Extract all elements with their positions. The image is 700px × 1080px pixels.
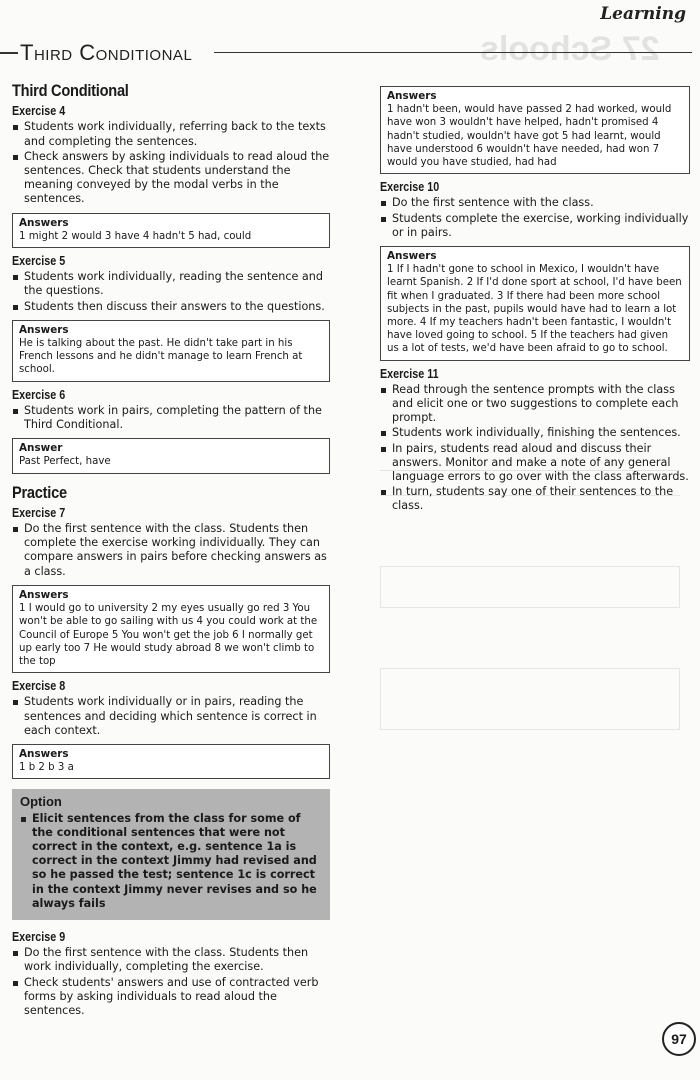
left-column — [12, 82, 330, 1019]
list-item: Students work in pairs, completing the pattern of the Third Conditional. — [12, 404, 330, 432]
show-through-text — [380, 470, 680, 1030]
section-heading-practice: Practice — [12, 482, 67, 502]
answers-label: Answers — [19, 216, 69, 229]
list-item: Students complete the exercise, working individually or in pairs. — [380, 212, 690, 240]
exercise-7-heading: Exercise 7 — [12, 505, 66, 520]
answers-label: Answers — [19, 323, 69, 336]
exercise-8-heading: Exercise 8 — [12, 679, 66, 694]
list-item: Check students' answers and use of contracted verb forms by asking individuals to read aloud the sentences. — [12, 976, 330, 1019]
page-number: 97 — [662, 1022, 696, 1056]
answers-text: 1 b 2 b 3 a — [19, 762, 74, 774]
list-item: Do the first sentence with the class. Students then work individually, completing the exercise. — [12, 946, 330, 974]
list-item: Check answers by asking individuals to read aloud the sentences. Check that students understand the meaning conveyed by the modal verbs in the sentences. — [12, 150, 330, 207]
exercise-5-answers — [12, 320, 330, 382]
option-box — [12, 789, 330, 920]
section-label: Learning — [600, 4, 686, 24]
exercise-7-answers — [12, 585, 330, 673]
option-list — [20, 812, 322, 911]
exercise-4-heading: Exercise 4 — [12, 104, 66, 119]
list-item: Students work individually, referring back to the texts and completing the sentences. — [12, 120, 330, 148]
answers-label: Answers — [387, 90, 437, 102]
answers-text: 1 might 2 would 3 have 4 hadn't 5 had, could — [19, 230, 252, 242]
exercise-9-heading: Exercise 9 — [12, 929, 66, 944]
list-item: Read through the sentence prompts with the class and elicit one or two suggestions to complete each prompt. — [380, 383, 690, 426]
exercise-5-heading: Exercise 5 — [12, 254, 66, 269]
answers-label: Answer — [19, 442, 63, 455]
exercise-10-answers — [380, 246, 690, 361]
list-item: Students work individually, finishing the sentences. — [380, 426, 690, 440]
answers-text: 1 If I hadn't gone to school in Mexico, I wouldn't have learnt Spanish. 2 If I'd done sport at school, I'd have been fit when I graduated. 3 If there had been more school subjects in the past, pupils would have had to learn a lot more. 4 If my teachers hadn't been fantastic, I wouldn't have loved going to school. 5 If the teachers had given us a lot of tests, we'd have been afraid to go to school. — [387, 264, 682, 355]
list-item: Students then discuss their answers to the questions. — [12, 300, 330, 314]
list-item: In turn, students say one of their sentences to the class. — [380, 485, 690, 513]
exercise-6-answers — [12, 438, 330, 473]
answers-label: Answers — [19, 747, 69, 760]
list-item: Do the first sentence with the class. Students then complete the exercise working individually. They can compare answers in pairs before checking answers as a class. — [12, 522, 330, 579]
list-item: Students work individually, reading the sentence and the questions. — [12, 270, 330, 298]
right-column — [380, 82, 690, 515]
exercise-4-answers — [12, 213, 330, 248]
exercise-9-answers — [380, 86, 690, 174]
exercise-5-list — [12, 270, 330, 314]
answers-label: Answers — [19, 588, 69, 601]
exercise-8-list — [12, 695, 330, 738]
exercise-10-list — [380, 196, 690, 240]
title-rule — [214, 52, 692, 53]
exercise-8-answers — [12, 744, 330, 779]
exercise-9-list — [12, 946, 330, 1018]
answers-label: Answers — [387, 250, 437, 263]
exercise-6-heading: Exercise 6 — [12, 387, 66, 402]
answers-text: 1 I would go to university 2 my eyes usually go red 3 You won't be able to go sailing with us 4 you could work at the Council of Europe 5 You won't get the job 6 I normally get up early too 7 He would study abroad 8 we won't climb to the top — [19, 603, 318, 667]
exercise-11-list — [380, 383, 690, 514]
list-item: In pairs, students read aloud and discuss their answers. Monitor and make a note of any general language errors to go over with the class afterwards. — [380, 442, 690, 485]
section-heading-third-conditional: Third Conditional — [12, 81, 129, 100]
exercise-11-heading: Exercise 11 — [380, 366, 439, 381]
page-title: Third Conditional — [20, 40, 193, 65]
page-title-bar — [0, 40, 700, 66]
exercise-4-list — [12, 120, 330, 206]
exercise-7-list — [12, 522, 330, 579]
exercise-10-heading: Exercise 10 — [380, 180, 440, 195]
exercise-6-list — [12, 404, 330, 432]
title-lead-rule — [0, 52, 18, 54]
option-title: Option — [20, 794, 62, 810]
list-item: Do the first sentence with the class. — [380, 196, 690, 210]
show-through-title: 27 Schools — [480, 30, 660, 68]
list-item: Students work individually or in pairs, reading the sentences and deciding which sentence is correct in each context. — [12, 695, 330, 738]
answers-text: Past Perfect, have — [19, 456, 111, 468]
answers-text: He is talking about the past. He didn't take part in his French lessons and he didn't manage to learn French at school. — [19, 338, 303, 376]
answers-text: 1 hadn't been, would have passed 2 had worked, would have won 3 wouldn't have helped, hadn't promised 4 hadn't studied, wouldn't have got 5 had learnt, would have understood 6 wouldn't have needed, had won 7 would you have studied, had had — [387, 104, 672, 169]
list-item: Elicit sentences from the class for some of the conditional sentences that were not correct in the context, e.g. sentence 1a is correct in the context Jimmy had revised and so he passed the test; sentence 1c is correct in the context Jimmy never revises and so he always fails — [20, 812, 322, 911]
